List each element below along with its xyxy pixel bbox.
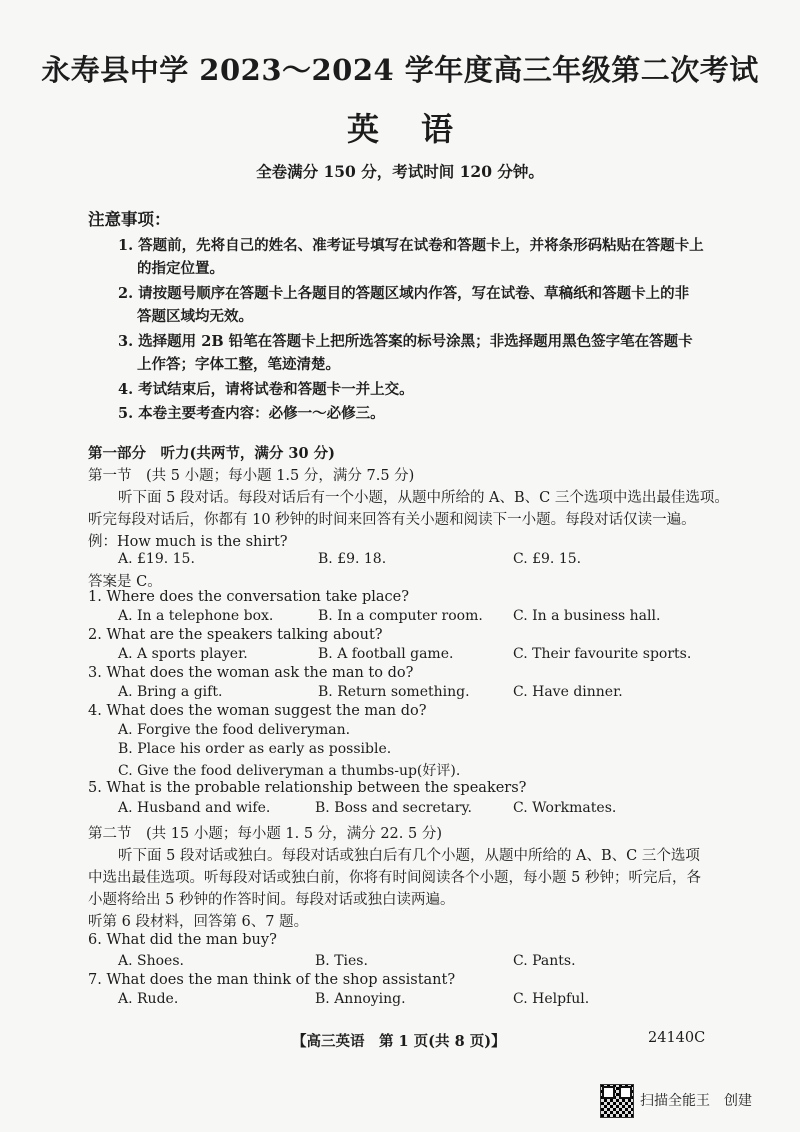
notice-heading: 注意事项： (88, 210, 171, 229)
question-5: 5. What is the probable relationship between the speakers? (88, 780, 527, 796)
q1-option-b: B. In a computer room. (318, 608, 483, 624)
question-1: 1. Where does the conversation take place? (88, 589, 409, 605)
scanner-watermark: 扫描全能王 创建 (640, 1093, 752, 1109)
notice-item: 3. 选择题用 2B 铅笔在答题卡上把所选答案的标号涂黑；非选择题用黑色签字笔在答题卡 (118, 333, 693, 350)
q1-option-c: C. In a business hall. (513, 608, 661, 624)
q5-option-b: B. Boss and secretary. (315, 800, 472, 816)
question-7: 7. What does the man think of the shop assistant? (88, 972, 456, 988)
q6-option-c: C. Pants. (513, 953, 576, 969)
example-answer: 答案是 C。 (88, 574, 162, 590)
section2-instruction: 听下面 5 段对话或独白。每段对话或独白后有几个小题，从题中所给的 A、B、C 三个选项 (118, 848, 700, 864)
section2-instruction: 中选出最佳选项。听每段对话或独白前，你将有时间阅读各个小题，每小题 5 秒钟；听完后，各 (88, 870, 701, 886)
exam-code: 24140C (648, 1030, 706, 1046)
q3-option-b: B. Return something. (318, 684, 470, 700)
exam-title: 永寿县中学 2023～2024 学年度高三年级第二次考试 (41, 53, 759, 87)
q3-option-a: A. Bring a gift. (118, 684, 223, 700)
q4-option-b: B. Place his order as early as possible. (118, 741, 392, 757)
question-6: 6. What did the man buy? (88, 932, 277, 948)
q4-option-c: C. Give the food deliveryman a thumbs-up(好评). (118, 763, 461, 779)
score-info: 全卷满分 150 分，考试时间 120 分钟。 (256, 162, 544, 181)
notice-item: 4. 考试结束后，请将试卷和答题卡一并上交。 (118, 381, 414, 398)
q5-option-a: A. Husband and wife. (118, 800, 271, 816)
section1-instruction: 听下面 5 段对话。每段对话后有一个小题，从题中所给的 A、B、C 三个选项中选出最佳选项。 (118, 490, 729, 506)
question-3: 3. What does the woman ask the man to do? (88, 665, 414, 681)
q6-option-a: A. Shoes. (118, 953, 184, 969)
q2-option-b: B. A football game. (318, 646, 454, 662)
q7-option-b: B. Annoying. (315, 991, 406, 1007)
part1-heading: 第一部分 听力(共两节，满分 30 分) (88, 445, 335, 462)
qr-code-icon (600, 1084, 634, 1118)
notice-item: 1. 答题前，先将自己的姓名、准考证号填写在试卷和答题卡上，并将条形码粘贴在答题卡上 (118, 237, 704, 254)
notice-item: 答题区域均无效。 (137, 308, 253, 325)
q6-option-b: B. Ties. (315, 953, 368, 969)
notice-item: 上作答；字体工整，笔迹清楚。 (137, 356, 340, 373)
example-option-c: C. £9. 15. (513, 551, 582, 567)
example-option-a: A. £19. 15. (118, 551, 195, 567)
question-2: 2. What are the speakers talking about? (88, 627, 383, 643)
material-6-label: 听第 6 段材料，回答第 6、7 题。 (88, 914, 309, 930)
q2-option-c: C. Their favourite sports. (513, 646, 692, 662)
q3-option-c: C. Have dinner. (513, 684, 623, 700)
example-question: 例：How much is the shirt? (88, 534, 288, 550)
q1-option-a: A. In a telephone box. (118, 608, 274, 624)
section2-instruction: 小题将给出 5 秒钟的作答时间。每段对话或独白读两遍。 (88, 892, 455, 908)
q7-option-a: A. Rude. (118, 991, 179, 1007)
section1-instruction: 听完每段对话后，你都有 10 秒钟的时间来回答有关小题和阅读下一小题。每段对话仅读一遍。 (88, 512, 696, 528)
q2-option-a: A. A sports player. (118, 646, 248, 662)
q7-option-c: C. Helpful. (513, 991, 590, 1007)
section2-heading: 第二节 (共 15 小题；每小题 1. 5 分，满分 22. 5 分) (88, 826, 442, 842)
q4-option-a: A. Forgive the food deliveryman. (118, 722, 351, 738)
subject-title: 英语 (346, 110, 495, 148)
notice-item: 2. 请按题号顺序在答题卡上各题目的答题区域内作答，写在试卷、草稿纸和答题卡上的非 (118, 285, 690, 302)
notice-item: 的指定位置。 (137, 260, 224, 277)
q5-option-c: C. Workmates. (513, 800, 617, 816)
section1-heading: 第一节 (共 5 小题；每小题 1.5 分，满分 7.5 分) (88, 468, 415, 484)
question-4: 4. What does the woman suggest the man do? (88, 703, 427, 719)
notice-item: 5. 本卷主要考查内容：必修一～必修三。 (118, 405, 385, 422)
example-option-b: B. £9. 18. (318, 551, 387, 567)
page-footer: 【高三英语 第 1 页(共 8 页)】 (292, 1033, 506, 1050)
